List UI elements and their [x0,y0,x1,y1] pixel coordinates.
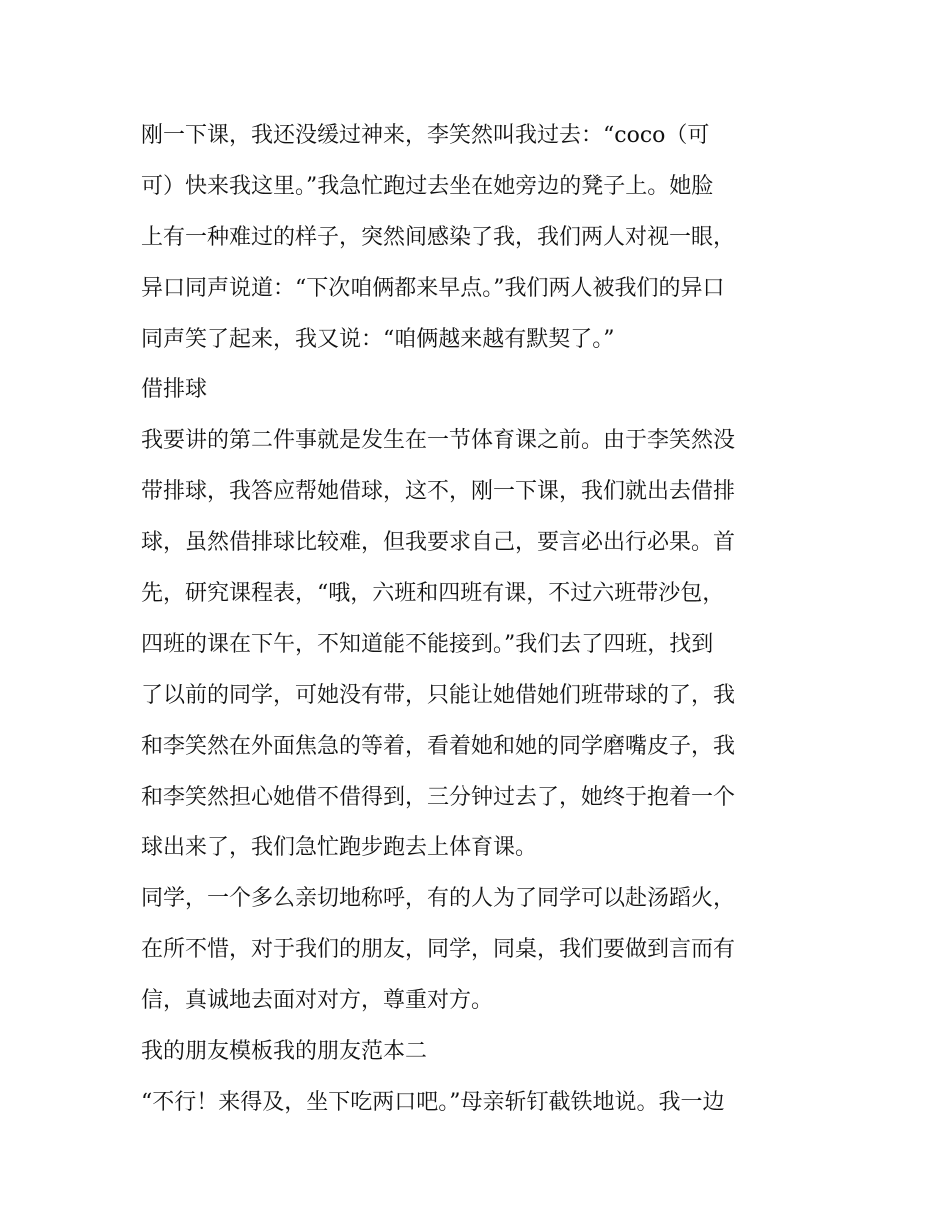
paragraph-line: 刚一下课，我还没缓过神来，李笑然叫我过去：“coco（可 [141,123,710,148]
paragraph-line: 先，研究课程表，“哦，六班和四班有课，不过六班带沙包， [141,581,725,607]
paragraph-line: 同声笑了起来，我又说：“咱俩越来越有默契了。” [141,326,615,352]
section-heading: 借排球 [141,377,208,403]
paragraph-line: 上有一种难过的样子，突然间感染了我，我们两人对视一眼， [141,224,736,250]
paragraph-line: “不行！来得及，坐下吃两口吧。”母亲斩钉截铁地说。我一边 [141,1089,725,1115]
paragraph-line: 球，虽然借排球比较难，但我要求自己，要言必出行必果。首 [141,530,736,556]
paragraph-line: 四班的课在下午，不知道能不能接到。”我们去了四班，找到 [141,631,714,657]
paragraph-line: 球出来了，我们急忙跑步跑去上体育课。 [141,835,538,861]
paragraph-line: 和李笑然在外面焦急的等着，看着她和她的同学磨嘴皮子，我 [141,733,736,759]
paragraph-line: 信，真诚地去面对对方，尊重对方。 [141,988,494,1014]
paragraph-line: 同学，一个多么亲切地称呼，有的人为了同学可以赴汤蹈火， [141,886,736,912]
paragraph-line: 异口同声说道：“下次咱俩都来早点。”我们两人被我们的异口 [141,275,725,301]
document-body [141,111,821,1129]
paragraph-line: 在所不惜，对于我们的朋友，同学，同桌，我们要做到言而有 [141,937,736,963]
paragraph-line: 和李笑然担心她借不借得到，三分钟过去了，她终于抱着一个 [141,784,736,810]
paragraph-line: 可）快来我这里。”我急忙跑过去坐在她旁边的凳子上。她脸 [141,173,714,199]
paragraph-line: 我要讲的第二件事就是发生在一节体育课之前。由于李笑然没 [141,428,736,454]
paragraph-line: 了以前的同学，可她没有带，只能让她借她们班带球的了，我 [141,682,736,708]
section-heading: 我的朋友模板我的朋友范本二 [141,1039,428,1065]
paragraph-line: 带排球，我答应帮她借球，这不，刚一下课，我们就出去借排 [141,479,736,505]
